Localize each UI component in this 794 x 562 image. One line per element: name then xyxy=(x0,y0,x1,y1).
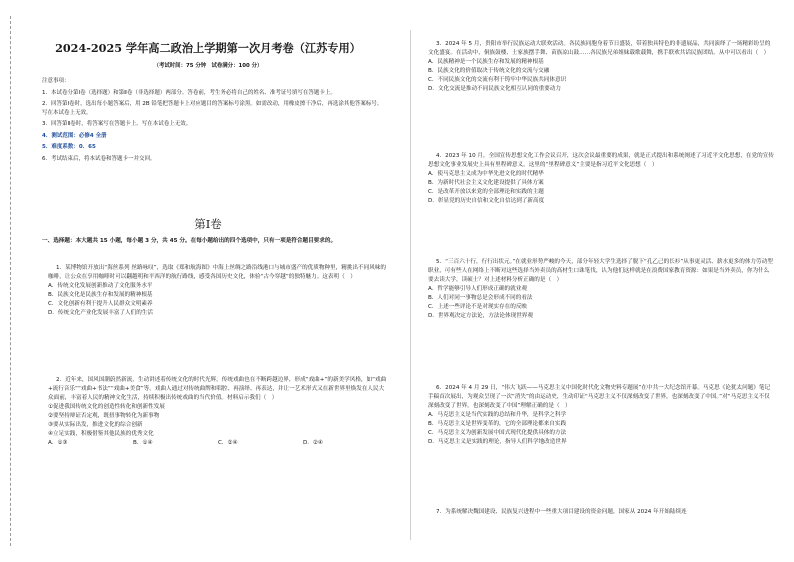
column-divider xyxy=(410,30,411,540)
choice-3: ③要从实际出发，推进文化的综合创新 xyxy=(48,421,143,428)
option-b[interactable]: B．民族文化是民族生存和发展的精神根基 xyxy=(48,291,153,298)
option-d[interactable]: D．马克思主义是实践的理论，指导人们科学地改造世界 xyxy=(428,438,567,445)
binding-dashed-line xyxy=(10,16,11,546)
notice-block xyxy=(42,77,387,166)
question-4 xyxy=(428,152,774,206)
section-title: 第Ⅰ卷 xyxy=(194,217,222,231)
question-stem: 4．2023 年 10 月，全国宣传思想文化工作会议召开，这次会议最重要的成果，就是正式提出和系统阐述了习近平文化思想，在党的宣传思想文化事业发展史上具有里程碑意义。这里的“里程碑意义”主要是指习近平文化思想（ ） xyxy=(428,153,774,168)
exam-subtitle: （考试时间：75 分钟 试卷满分：100 分） xyxy=(153,63,263,69)
option-a[interactable]: A．传统文化发展创新推动了文化服务水平 xyxy=(48,282,153,289)
question-5 xyxy=(428,258,774,321)
option-a[interactable]: A．①③ xyxy=(48,439,68,446)
option-c[interactable]: C．上述一些评论不是对现实存在的反映 xyxy=(428,303,528,310)
question-stem: 3．2024 年 5 月，贵阳市举行民族运动大联欢活动。各民族同胞身着节日盛装，带着独具特色的非遗展品，共同演绎了一场精彩纷呈的文化盛宴。在活动中，侗族鼓楼、土家族摆手舞、苗族凉山鼓……各民族兄弟姐妹载歌载舞，携手联欢共话民族团结。从中可以看出（ ） xyxy=(428,41,771,56)
option-a[interactable]: A．马克思主义是当代实践的总结和升华，是科学之科学 xyxy=(428,411,567,418)
option-a[interactable]: A．使马克思主义成为中华先进文化的时代精华 xyxy=(428,170,544,177)
notice-item: 2．回答第Ⅰ卷时，选出每小题答案后，用 2B 铅笔把答题卡上对应题目的答案标号涂黑。如需改动，用橡皮擦干净后，再选涂其他答案标号。写在本试卷上无效。 xyxy=(42,101,383,116)
notice-item: 6．考试结束后，将本试卷和答题卡一并交回。 xyxy=(42,155,156,162)
choice-2: ②要坚持辩证否定观，既扭事物转化为新事物 xyxy=(48,412,160,419)
option-b[interactable]: B．人们对同一事物总是会形成不同的看法 xyxy=(428,294,533,301)
notice-item-difficulty: 5．难度系数：0．65 xyxy=(42,144,96,151)
question-3 xyxy=(428,40,774,94)
option-d[interactable]: D．②④ xyxy=(303,439,323,446)
option-b[interactable]: B．马克思主义是世界变革的，它的全部理论都来自实践 xyxy=(428,420,567,427)
option-d[interactable]: D．彰显党的历史自信和文化自信达到了新高度 xyxy=(428,197,545,204)
choice-1: ①促进我国传统文化的创造性转化和创新性发展 xyxy=(48,403,165,410)
option-a[interactable]: A．哲学能够引导人们形成正确的就业观 xyxy=(428,285,527,292)
option-c[interactable]: C．②④ xyxy=(218,439,238,446)
option-a[interactable]: A．民族精神是一个民族生存和发展的精神根基 xyxy=(428,58,544,65)
notice-item-scope: 4．测试范围：必修4 全册 xyxy=(42,132,107,139)
option-d[interactable]: D．文化交流是推动不同民族文化相互认同的重要动力 xyxy=(428,85,561,92)
exam-title: 2024-2025 学年高二政治上学期第一次月考卷（江苏专用） xyxy=(55,41,361,55)
question-stem: 6．2024 年 4 月 29 日，“伟大飞跃——马克思主义中国化时代化文物史料专题展”在中共一大纪念馆开幕。马克思《论犹太问题》笔记手稿首次展出，为观众呈现了一次“消失”的由运动史，生动印证“马克思主义不仅深刻改变了世界，也深刻改变了中国。”对“马克思主义不仅深刻改变了世界，也深刻改变了中国”理解正确的是（ ） xyxy=(428,385,771,409)
options-row xyxy=(48,439,388,448)
binding-margin xyxy=(3,0,17,562)
option-b[interactable]: B．民族文化的价值取决于传统文化的交流与交融 xyxy=(428,67,550,74)
option-c[interactable]: C．文化创新有利于提升人民群众文明素养 xyxy=(48,300,153,307)
question-6 xyxy=(428,384,774,447)
question-stem: 2．近年来，国风国潮蔚然新流，生动讲述着传统文化的时代光辉，传统戏曲也在不断跨越边界，形成“戏曲+”的新美学风格，如“戏曲+流行音乐”“戏曲+书法”“戏曲+美食”等。戏曲人通过对传统曲牌和唱腔、再演绎、再表达，并让一艺术形式又在新世界里焕发在人民大众面前，丰富着人民的精神文化生活，持续积极出传统戏曲的当代价值。材料启示我们（ ） xyxy=(48,377,387,401)
notice-heading: 注意事项： xyxy=(42,78,70,84)
question-stem: 5．“三百六十行，行行出状元。”在就业形势严峻的今天，部分年轻大学生选择了脱下“孔乙己的长衫”从事更灵活、薪水更多的体力劳动型职业，可有些人在网络上不断对这些选择当外卖员的高材生口诛笔伐，认为他们这样就是在浪费国家教育资源：如果是当外卖员，你为什么要去读大学，读硕士？对上述材料分析正确的是（ ） xyxy=(428,259,773,283)
option-b[interactable]: B．①④ xyxy=(133,439,153,446)
option-c[interactable]: C．是改革开放以来党的全部理论和实践的主题 xyxy=(428,188,544,195)
option-b[interactable]: B．为新时代社会主义文化建设提供了具体方案 xyxy=(428,179,544,186)
notice-item: 3．回答第Ⅱ卷时，将答案写在答题卡上。写在本试卷上无效。 xyxy=(42,121,192,128)
option-c[interactable]: C．不同民族文化的交流有利于铸牢中华民族共同体意识 xyxy=(428,76,567,83)
question-1 xyxy=(48,264,388,318)
question-7 xyxy=(428,508,774,526)
question-stem: 7．为系统解决魏国建设、民族复兴进程中一些重大项目建设的资金问题，国家从 2024 年开始陆续连 xyxy=(436,509,687,515)
question-2 xyxy=(48,376,388,448)
option-c[interactable]: C．马克思主义为创新发展中国式现代化提供具体的方法 xyxy=(428,429,567,436)
option-d[interactable]: D．世界观决定方法论，方法论体现世界观 xyxy=(428,312,533,319)
notice-item: 1．本试卷分第Ⅰ卷（选择题）和第Ⅱ卷（非选择题）两部分。答卷前，考生务必将自己的姓名、准考证号填写在答题卡上。 xyxy=(42,89,336,96)
question-stem: 1．某博物馆开放出“海丝系列 丝路咏叹”，选取《郑和航海图》中海上丝绸之路沿线港口与城市盛产的优质物种里，精挑出不同风味的咖啡，让公众在享用咖啡时可以翻越明和平西洋的航行路线，感受各国历史文化，体验“古今穿越”的独特魅力。这表明（ ） xyxy=(48,265,386,280)
part-instructions: 一、选择题：本大题共 15 小题，每小题 3 分，共 45 分。在每小题给出的四个选项中，只有一项是符合题目要求的。 xyxy=(42,238,337,244)
choice-4: ④立足实践，积极借鉴其他民族的优秀文化 xyxy=(48,430,154,437)
option-d[interactable]: D．传统文化产业化发展丰富了人们的生活 xyxy=(48,309,153,316)
